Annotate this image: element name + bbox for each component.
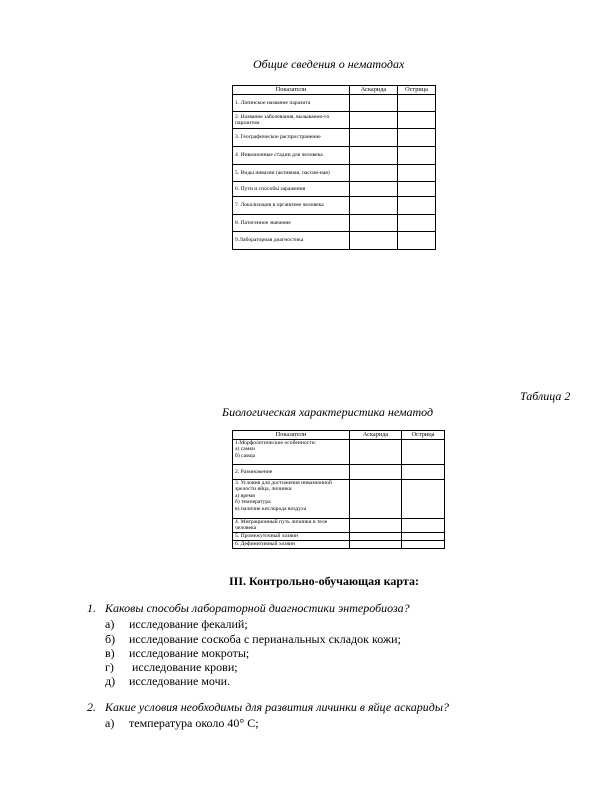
option-text: исследование фекалий; <box>129 617 248 631</box>
question-text: Каковы способы лабораторной диагностики энтеробиоза? <box>105 601 410 615</box>
table1-row-label: 3. Географическое распространение <box>233 129 350 147</box>
table2-title: Биологическая характеристика нематод <box>222 405 434 419</box>
table1-row-label: 5. Виды инвазии (активная, пассив-ная) <box>233 165 350 182</box>
option-text: исследование мочи. <box>129 674 231 688</box>
answer-option[interactable] <box>105 716 259 731</box>
question-number: 1. <box>87 601 96 615</box>
table1-row-label: 2. Название заболевания, вызываемо-го паразитом <box>233 112 350 129</box>
table1-header-ascaris: Аскарида <box>350 86 398 95</box>
question-1 <box>87 601 410 616</box>
table1-header-pinworm: Острица <box>398 86 436 95</box>
option-letter: а) <box>105 617 115 631</box>
table1-row-label: 6. Пути и способы заражения <box>233 182 350 197</box>
table2-label: Таблица 2 <box>520 389 571 403</box>
question-text: Какие условия необходимы для развития личинки в яйце аскариды? <box>105 700 449 714</box>
table2-header-pinworm: Острица <box>402 431 445 440</box>
table2-row-label: 5. Промежуточный хозяин <box>233 533 350 541</box>
option-text: исследование мокроты; <box>129 646 250 660</box>
table2-header-ascaris: Аскарида <box>350 431 402 440</box>
option-text: температура около 40° С; <box>129 716 259 730</box>
table2-row-label: 2. Размножение <box>233 465 350 480</box>
table2-row-label: 4. Миграционный путь личинки в теле человека <box>233 519 350 533</box>
answer-option[interactable] <box>105 617 248 632</box>
option-letter: а) <box>105 716 115 730</box>
table2-row-label: 1.Морфологические особенности: а) самки б) самца <box>233 440 350 465</box>
table1-row-label: 1. Латинское название паразита <box>233 95 350 112</box>
table2-header-indicator: Показатели <box>233 431 350 440</box>
option-letter: д) <box>105 674 116 688</box>
option-text: исследование соскоба с перианальных складок кожи; <box>129 632 401 646</box>
table2-row-label: 6. Дефинитивный хозяин <box>233 541 350 549</box>
question-number: 2. <box>87 700 96 714</box>
option-letter: г) <box>105 660 114 674</box>
nematodes-general-table <box>232 85 436 250</box>
nematodes-biology-table <box>232 430 445 549</box>
answer-option[interactable] <box>105 660 238 675</box>
table1-row-label: 9.Лабораторная диагностика <box>233 232 350 250</box>
option-letter: в) <box>105 646 115 660</box>
answer-option[interactable] <box>105 632 401 647</box>
table1-header-indicator: Показатели <box>233 86 350 95</box>
table2-row-label: 3. Условия для достижения инвазионной зрелости яйца, личинки а) время б) температура в) наличие кислорода воздуха <box>233 480 350 519</box>
table1-row-label: 7. Локализация в организме человека <box>233 197 350 215</box>
table1-row-label: 8. Патогенное значение <box>233 215 350 232</box>
answer-option[interactable] <box>105 646 249 661</box>
section-title: III. Контрольно-обучающая карта: <box>229 574 419 588</box>
table1-title: Общие сведения о нематодах <box>253 57 405 71</box>
question-2 <box>87 700 449 715</box>
option-letter: б) <box>105 632 116 646</box>
answer-option[interactable] <box>105 674 230 689</box>
table1-row-label: 4. Инвазионные стадии для человека <box>233 147 350 165</box>
option-text: исследование крови; <box>129 660 238 674</box>
